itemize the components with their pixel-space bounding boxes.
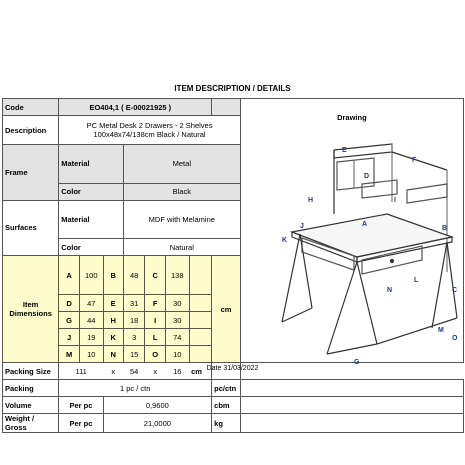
- code-value: EO404,1 ( E-00021925 ): [59, 99, 212, 116]
- dim-letter: J: [59, 329, 80, 346]
- dim-letter: D: [59, 295, 80, 312]
- dim-value: 138: [165, 256, 189, 295]
- drawing-title: Drawing: [337, 113, 367, 122]
- volume-per: Per pc: [59, 397, 103, 414]
- drawing-letter-l: L: [413, 277, 419, 284]
- drawing-letter-e: E: [341, 147, 347, 154]
- dim-value: 30: [165, 312, 189, 329]
- drawing-letter-d: D: [363, 173, 369, 180]
- dim-value: 47: [79, 295, 103, 312]
- item-details-table: [2, 98, 464, 433]
- frame-material-value: Metal: [123, 145, 240, 184]
- dim-letter: H: [103, 312, 123, 329]
- volume-value: 0,9600: [103, 397, 212, 414]
- dim-value: 100: [79, 256, 103, 295]
- sheet-title: ITEM DESCRIPTION / DETAILS: [174, 84, 291, 93]
- dim-letter: I: [145, 312, 165, 329]
- dim-letter: K: [103, 329, 123, 346]
- surfaces-label: Surfaces: [3, 200, 59, 256]
- dim-value: 10: [79, 346, 103, 363]
- drawing-letter-f: F: [411, 157, 417, 164]
- drawing-letter-h: H: [307, 197, 313, 204]
- packing-label: Packing: [3, 380, 59, 397]
- dim-value: 15: [123, 346, 145, 363]
- frame-color-value: Black: [123, 183, 240, 200]
- packing-size-x2: x: [145, 363, 165, 380]
- dimensions-label-line-2: Dimensions: [9, 309, 52, 319]
- frame-label: Frame: [3, 145, 59, 201]
- drawing-letter-m: M: [437, 327, 444, 334]
- drawing-letter-b: B: [441, 225, 447, 232]
- packing-size-x1: x: [103, 363, 123, 380]
- drawing-letter-g: G: [353, 359, 360, 366]
- weight-label: Weight / Gross: [3, 414, 59, 433]
- surfaces-color-value: Natural: [123, 239, 240, 256]
- dim-letter: M: [59, 346, 80, 363]
- dim-value: 48: [123, 256, 145, 295]
- volume-label: Volume: [3, 397, 59, 414]
- drawing-letter-c: C: [451, 287, 457, 294]
- dim-letter: E: [103, 295, 123, 312]
- drawing-letter-a: A: [361, 221, 367, 228]
- drawing-letter-n: N: [386, 287, 392, 294]
- description-line-1: PC Metal Desk 2 Drawers - 2 Shelves: [86, 121, 213, 130]
- packing-size-unit: cm: [189, 363, 212, 380]
- dim-value: 44: [79, 312, 103, 329]
- drawing-letter-o: O: [451, 335, 458, 342]
- dim-letter: A: [59, 256, 80, 295]
- dim-value: 18: [123, 312, 145, 329]
- packing-size-label: Packing Size: [3, 363, 59, 380]
- surfaces-color-label: Color: [59, 239, 124, 256]
- dim-letter: B: [103, 256, 123, 295]
- packing-size-length: 111: [59, 363, 103, 380]
- dim-value: 31: [123, 295, 145, 312]
- dim-value: 19: [79, 329, 103, 346]
- description-label: Description: [3, 116, 59, 145]
- surfaces-material-value: MDF with Melamine: [123, 200, 240, 239]
- code-label: Code: [3, 99, 59, 116]
- dim-letter: L: [145, 329, 165, 346]
- desk-drawing: [242, 122, 462, 366]
- drawing-letter-k: K: [281, 237, 287, 244]
- volume-unit: cbm: [212, 397, 241, 414]
- weight-unit: kg: [212, 414, 241, 433]
- description-line-2: 100x48x74/138cm Black / Natural: [93, 130, 206, 139]
- weight-per: Per pc: [59, 414, 103, 433]
- frame-color-label: Color: [59, 183, 124, 200]
- dim-value: 30: [165, 295, 189, 312]
- packing-size-height: 16: [165, 363, 189, 380]
- dim-letter: G: [59, 312, 80, 329]
- dimensions-label-line-1: Item: [22, 300, 39, 310]
- drawing-letter-j: J: [299, 223, 304, 230]
- dim-value: 10: [165, 346, 189, 363]
- weight-value: 21,0000: [103, 414, 212, 433]
- packing-size-width: 54: [123, 363, 145, 380]
- dim-letter: O: [145, 346, 165, 363]
- dimensions-label: [3, 256, 59, 363]
- dimensions-unit: cm: [212, 256, 241, 363]
- packing-unit: pc/ctn: [212, 380, 241, 397]
- dim-value: 3: [123, 329, 145, 346]
- dim-letter: F: [145, 295, 165, 312]
- dim-letter: C: [145, 256, 165, 295]
- surfaces-material-label: Material: [59, 200, 124, 239]
- dim-letter: N: [103, 346, 123, 363]
- drawing-letter-i: I: [393, 197, 396, 204]
- frame-material-label: Material: [59, 145, 124, 184]
- document-date: Date 31/03/2022: [206, 365, 259, 372]
- packing-value: 1 pc / ctn: [59, 380, 212, 397]
- dim-value: 74: [165, 329, 189, 346]
- drawing-panel: [240, 99, 463, 366]
